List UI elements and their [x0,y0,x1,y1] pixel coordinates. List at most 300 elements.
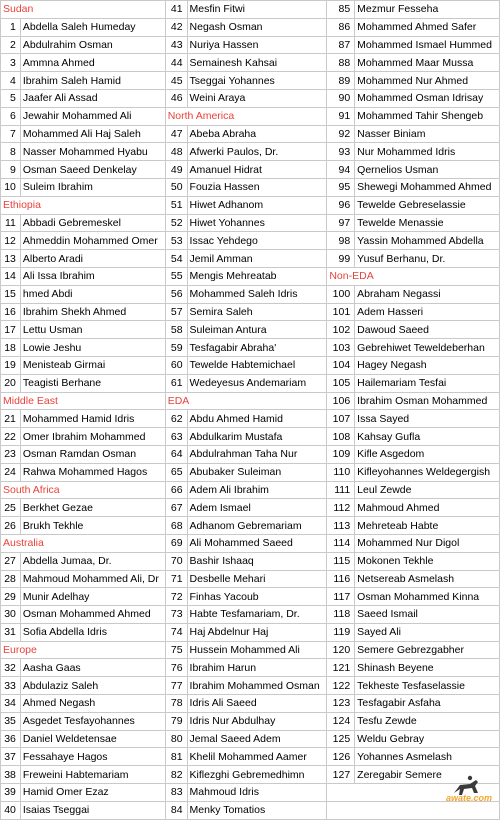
person-name: Hamid Omer Ezaz [20,784,165,802]
table-row [1,143,500,161]
person-name: Issa Sayed [355,410,500,428]
table-row [1,784,500,802]
row-number: 89 [327,72,355,90]
row-number: 121 [327,659,355,677]
row-number: 100 [327,285,355,303]
person-name: Issac Yehdego [187,232,327,250]
person-name: Menky Tomatios [187,801,327,819]
row-number: 49 [165,161,187,179]
person-name: Mahmoud Idris [187,784,327,802]
person-name: Sayed Ali [355,623,500,641]
row-number: 37 [1,748,21,766]
person-name: Fouzia Hassen [187,178,327,196]
row-number: 106 [327,392,355,410]
row-number: 46 [165,89,187,107]
person-name: Jaafer Ali Assad [20,89,165,107]
person-name: Haj Abdelnur Haj [187,623,327,641]
row-number: 94 [327,161,355,179]
table-row [1,801,500,819]
person-name: Tseggai Yohannes [187,72,327,90]
row-number: 45 [165,72,187,90]
row-number: 41 [165,1,187,19]
row-number: 66 [165,481,187,499]
table-row [1,36,500,54]
table-row [1,499,500,517]
person-name: Mahmoud Mohammed Ali, Dr [20,570,165,588]
row-number: 91 [327,107,355,125]
row-number: 74 [165,623,187,641]
row-number: 102 [327,321,355,339]
row-number: 9 [1,161,21,179]
row-number: 28 [1,570,21,588]
row-number: 40 [1,801,21,819]
table-row [1,428,500,446]
row-number: 81 [165,748,187,766]
table-row [1,125,500,143]
row-number: 60 [165,356,187,374]
row-number: 75 [165,641,187,659]
person-name: Ibrahim Shekh Ahmed [20,303,165,321]
person-name: Abdu Ahmed Hamid [187,410,327,428]
row-number: 33 [1,677,21,695]
row-number: 124 [327,712,355,730]
table-row [1,250,500,268]
row-number: 43 [165,36,187,54]
person-name: Adem Ismael [187,499,327,517]
person-name: Abdulrahim Osman [20,36,165,54]
logo-text: awate.com [445,793,492,803]
person-name: Jemal Saeed Adem [187,730,327,748]
row-number: 78 [165,695,187,713]
person-name: Abdulrahman Taha Nur [187,445,327,463]
table-row [1,534,500,552]
person-name: Abbadi Gebremeskel [20,214,165,232]
person-name: Desbelle Mehari [187,570,327,588]
empty-cell [327,801,500,819]
row-number: 24 [1,463,21,481]
table-row [1,232,500,250]
person-name: Mengis Mehreatab [187,267,327,285]
row-number: 5 [1,89,21,107]
row-number: 1 [1,18,21,36]
row-number: 38 [1,766,21,784]
person-name: Ammna Ahmed [20,54,165,72]
row-number: 18 [1,339,21,357]
person-name: Rahwa Mohammed Hagos [20,463,165,481]
person-name: Yohannes Asmelash [355,748,500,766]
section-header: Middle East [1,392,166,410]
person-name: Shewegi Mohammed Ahmed [355,178,500,196]
row-number: 48 [165,143,187,161]
person-name: Daniel Weldetensae [20,730,165,748]
table-row [1,481,500,499]
person-name: Jemil Amman [187,250,327,268]
row-number: 29 [1,588,21,606]
person-name: Ibrahim Mohammed Osman [187,677,327,695]
row-number: 42 [165,18,187,36]
person-name: Mokonen Tekhle [355,552,500,570]
table-row [1,196,500,214]
table-row [1,18,500,36]
person-name: Zeregabir Semere [355,766,500,784]
row-number: 64 [165,445,187,463]
table-row [1,54,500,72]
table-row [1,677,500,695]
row-number: 105 [327,374,355,392]
person-name: Habte Tesfamariam, Dr. [187,606,327,624]
row-number: 36 [1,730,21,748]
row-number: 123 [327,695,355,713]
row-number: 13 [1,250,21,268]
person-name: Brukh Tekhle [20,517,165,535]
person-name: Nur Mohammed Idris [355,143,500,161]
table-row [1,392,500,410]
row-number: 103 [327,339,355,357]
row-number: 69 [165,534,187,552]
person-name: Munir Adelhay [20,588,165,606]
row-number: 97 [327,214,355,232]
person-name: Nuriya Hassen [187,36,327,54]
person-name: Mezmur Fesseha [355,1,500,19]
person-name: Menisteab Girmai [20,356,165,374]
person-name: Freweini Habtemariam [20,766,165,784]
row-number: 101 [327,303,355,321]
row-number: 96 [327,196,355,214]
table-row [1,623,500,641]
row-number: 112 [327,499,355,517]
table-row [1,570,500,588]
person-name: Suleim Ibrahim [20,178,165,196]
person-name: Negash Osman [187,18,327,36]
person-name: Mohammed Osman Idrisay [355,89,500,107]
row-number: 87 [327,36,355,54]
person-name: Hailemariam Tesfai [355,374,500,392]
person-name: Hagey Negash [355,356,500,374]
person-name: Hiwet Yohannes [187,214,327,232]
row-number: 62 [165,410,187,428]
person-name: Mohammed Ahmed Safer [355,18,500,36]
row-number: 90 [327,89,355,107]
person-name: Hussein Mohammed Ali [187,641,327,659]
table-row [1,659,500,677]
person-name: hmed Abdi [20,285,165,303]
row-number: 125 [327,730,355,748]
table-row [1,178,500,196]
row-number: 108 [327,428,355,446]
table-row [1,267,500,285]
table-row [1,695,500,713]
row-number: 82 [165,766,187,784]
person-name: Qernelios Usman [355,161,500,179]
row-number: 34 [1,695,21,713]
person-name: Wedeyesus Andemariam [187,374,327,392]
person-name: Nasser Biniam [355,125,500,143]
person-name: Mohammed Ismael Hummed [355,36,500,54]
person-name: Amanuel Hidrat [187,161,327,179]
row-number: 30 [1,606,21,624]
section-header: Sudan [1,1,166,19]
person-name: Omer Ibrahim Mohammed [20,428,165,446]
section-header: South Africa [1,481,166,499]
person-name: Mohammed Hamid Idris [20,410,165,428]
row-number: 25 [1,499,21,517]
person-name: Mohammed Tahir Shengeb [355,107,500,125]
person-name: Yassin Mohammed Abdella [355,232,500,250]
person-name: Abeba Abraha [187,125,327,143]
row-number: 93 [327,143,355,161]
row-number: 72 [165,588,187,606]
person-name: Leul Zewde [355,481,500,499]
person-name: Suleiman Antura [187,321,327,339]
table-row [1,606,500,624]
person-name: Finhas Yacoub [187,588,327,606]
person-name: Ibrahim Harun [187,659,327,677]
table-row [1,552,500,570]
row-number: 14 [1,267,21,285]
person-name: Abdulkarim Mustafa [187,428,327,446]
row-number: 98 [327,232,355,250]
section-header: Europe [1,641,166,659]
names-table-body [1,1,500,820]
row-number: 107 [327,410,355,428]
person-name: Kifleyohannes Weldegergish [355,463,500,481]
person-name: Saeed Ismail [355,606,500,624]
row-number: 22 [1,428,21,446]
table-row [1,89,500,107]
person-name: Ibrahim Osman Mohammed [355,392,500,410]
row-number: 26 [1,517,21,535]
person-name: Tewelde Menassie [355,214,500,232]
person-name: Semira Saleh [187,303,327,321]
person-name: Kahsay Gufla [355,428,500,446]
row-number: 53 [165,232,187,250]
row-number: 122 [327,677,355,695]
person-name: Adem Ali Ibrahim [187,481,327,499]
row-number: 71 [165,570,187,588]
person-name: Ahmed Negash [20,695,165,713]
row-number: 115 [327,552,355,570]
table-row [1,107,500,125]
person-name: Ibrahim Saleh Hamid [20,72,165,90]
row-number: 76 [165,659,187,677]
row-number: 119 [327,623,355,641]
row-number: 114 [327,534,355,552]
person-name: Asgedet Tesfayohannes [20,712,165,730]
row-number: 80 [165,730,187,748]
row-number: 127 [327,766,355,784]
table-row [1,766,500,784]
row-number: 83 [165,784,187,802]
table-row [1,445,500,463]
person-name: Weini Araya [187,89,327,107]
row-number: 111 [327,481,355,499]
person-name: Teagisti Berhane [20,374,165,392]
section-header: Non-EDA [327,267,500,285]
person-name: Nasser Mohammed Hyabu [20,143,165,161]
person-name: Alberto Aradi [20,250,165,268]
row-number: 50 [165,178,187,196]
person-name: Yusuf Berhanu, Dr. [355,250,500,268]
person-name: Tesfu Zewde [355,712,500,730]
section-header: North America [165,107,327,125]
row-number: 104 [327,356,355,374]
person-name: Tesfagabir Asfaha [355,695,500,713]
table-row [1,339,500,357]
row-number: 2 [1,36,21,54]
person-name: Osman Mohammed Kinna [355,588,500,606]
person-name: Dawoud Saeed [355,321,500,339]
person-name: Abdella Saleh Humeday [20,18,165,36]
section-header: Ethiopia [1,196,166,214]
person-name: Jewahir Mohammed Ali [20,107,165,125]
row-number: 44 [165,54,187,72]
person-name: Kiflezghi Gebremedhimn [187,766,327,784]
row-number: 51 [165,196,187,214]
row-number: 35 [1,712,21,730]
row-number: 59 [165,339,187,357]
row-number: 99 [327,250,355,268]
row-number: 54 [165,250,187,268]
person-name: Mohammed Maar Mussa [355,54,500,72]
row-number: 21 [1,410,21,428]
table-row [1,285,500,303]
person-name: Bashir Ishaaq [187,552,327,570]
person-name: Osman Mohammed Ahmed [20,606,165,624]
row-number: 58 [165,321,187,339]
row-number: 39 [1,784,21,802]
person-name: Mohammed Nur Ahmed [355,72,500,90]
table-row [1,712,500,730]
row-number: 120 [327,641,355,659]
row-number: 23 [1,445,21,463]
person-name: Idris Ali Saeed [187,695,327,713]
row-number: 11 [1,214,21,232]
person-name: Kifle Asgedom [355,445,500,463]
row-number: 73 [165,606,187,624]
person-name: Berkhet Gezae [20,499,165,517]
row-number: 56 [165,285,187,303]
person-name: Weldu Gebray [355,730,500,748]
person-name: Ahmeddin Mohammed Omer [20,232,165,250]
person-name: Osman Saeed Denkelay [20,161,165,179]
person-name: Mohammed Nur Digol [355,534,500,552]
person-name: Tewelde Habtemichael [187,356,327,374]
person-name: Mohammed Saleh Idris [187,285,327,303]
person-name: Isaias Tseggai [20,801,165,819]
row-number: 116 [327,570,355,588]
row-number: 77 [165,677,187,695]
row-number: 110 [327,463,355,481]
row-number: 20 [1,374,21,392]
section-header: EDA [165,392,327,410]
person-name: Netsereab Asmelash [355,570,500,588]
person-name: Tewelde Gebreselassie [355,196,500,214]
table-row [1,214,500,232]
person-name: Mehreteab Habte [355,517,500,535]
table-row [1,410,500,428]
person-name: Mohammed Ali Haj Saleh [20,125,165,143]
row-number: 27 [1,552,21,570]
row-number: 85 [327,1,355,19]
table-row [1,463,500,481]
person-name: Gebrehiwet Teweldeberhan [355,339,500,357]
row-number: 67 [165,499,187,517]
row-number: 61 [165,374,187,392]
person-name: Shinash Beyene [355,659,500,677]
row-number: 118 [327,606,355,624]
person-name: Abdella Jumaa, Dr. [20,552,165,570]
row-number: 15 [1,285,21,303]
row-number: 6 [1,107,21,125]
person-name: Abdulaziz Saleh [20,677,165,695]
row-number: 4 [1,72,21,90]
row-number: 68 [165,517,187,535]
section-header: Australia [1,534,166,552]
row-number: 65 [165,463,187,481]
person-name: Lowie Jeshu [20,339,165,357]
person-name: Ali Mohammed Saeed [187,534,327,552]
row-number: 16 [1,303,21,321]
row-number: 10 [1,178,21,196]
table-row [1,748,500,766]
person-name: Fessahaye Hagos [20,748,165,766]
person-name: Mahmoud Ahmed [355,499,500,517]
row-number: 47 [165,125,187,143]
table-row [1,374,500,392]
row-number: 95 [327,178,355,196]
row-number: 92 [327,125,355,143]
person-name: Adhanom Gebremariam [187,517,327,535]
person-name: Tekheste Tesfaselassie [355,677,500,695]
row-number: 126 [327,748,355,766]
row-number: 7 [1,125,21,143]
table-row [1,641,500,659]
table-row [1,730,500,748]
row-number: 32 [1,659,21,677]
person-name: Abraham Negassi [355,285,500,303]
person-name: Lettu Usman [20,321,165,339]
person-name: Hiwet Adhanom [187,196,327,214]
person-name: Tesfagabir Abraha' [187,339,327,357]
row-number: 79 [165,712,187,730]
table-row [1,303,500,321]
person-name: Sofia Abdella Idris [20,623,165,641]
row-number: 86 [327,18,355,36]
table-row [1,161,500,179]
row-number: 8 [1,143,21,161]
row-number: 52 [165,214,187,232]
row-number: 55 [165,267,187,285]
table-row [1,321,500,339]
person-name: Mesfin Fitwi [187,1,327,19]
row-number: 31 [1,623,21,641]
person-name: Idris Nur Abdulhay [187,712,327,730]
person-name: Khelil Mohammed Aamer [187,748,327,766]
table-row [1,72,500,90]
row-number: 63 [165,428,187,446]
person-name: Semainesh Kahsai [187,54,327,72]
person-name: Semere Gebrezgabher [355,641,500,659]
person-name: Afwerki Paulos, Dr. [187,143,327,161]
table-row [1,356,500,374]
row-number: 88 [327,54,355,72]
table-row [1,1,500,19]
row-number: 17 [1,321,21,339]
row-number: 113 [327,517,355,535]
row-number: 117 [327,588,355,606]
person-name: Abubaker Suleiman [187,463,327,481]
person-name: Osman Ramdan Osman [20,445,165,463]
